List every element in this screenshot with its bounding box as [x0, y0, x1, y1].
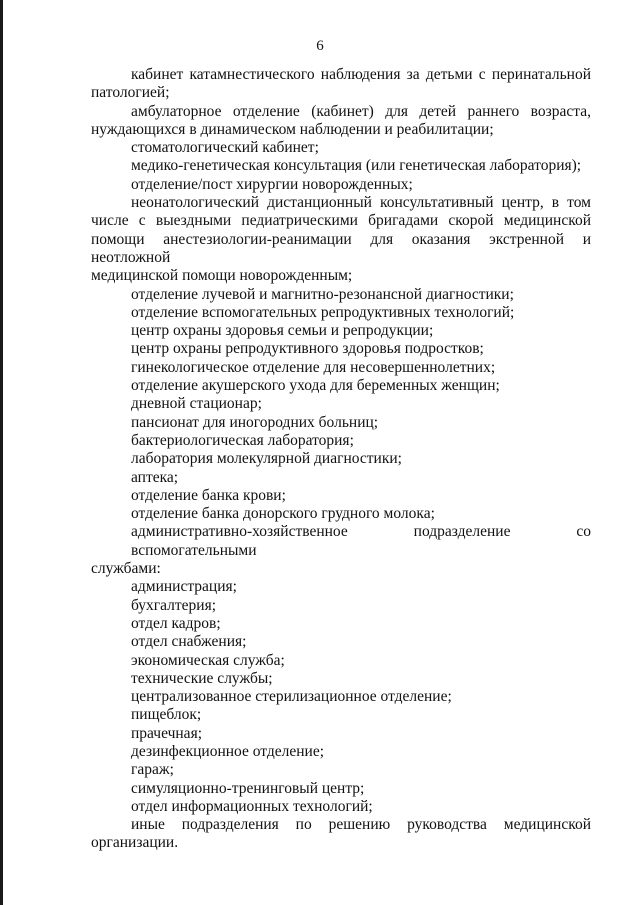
text-line: центр охраны репродуктивного здоровья подростков;: [131, 340, 484, 358]
text-line: лаборатория молекулярной диагностики;: [131, 450, 402, 468]
text-line: технические службы;: [131, 669, 273, 687]
text-line: дезинфекционное отделение;: [131, 742, 325, 760]
text-line: отделение банка донорского грудного молока;: [131, 505, 435, 523]
text-line: патологией;: [91, 84, 170, 102]
text-line: пищеблок;: [131, 706, 202, 724]
text-line: централизованное стерилизационное отделение;: [131, 688, 452, 706]
text-line: аптека;: [131, 468, 179, 486]
text-line: пансионат для иногородних больниц;: [131, 413, 379, 431]
text-line: отделение/пост хирургии новорожденных;: [131, 175, 413, 193]
text-line: отделение вспомогательных репродуктивных технологий;: [131, 303, 515, 321]
text-line: бактериологическая лаборатория;: [131, 431, 354, 449]
text-line: кабинет катамнестического наблюдения за детьми с перинатальной: [131, 66, 591, 83]
text-line: гараж;: [131, 761, 174, 779]
text-line: помощи анестезиологии-реанимации для оказания экстренной и неотложной: [91, 230, 591, 266]
text-line: отделение акушерского ухода для беременных женщин;: [131, 377, 500, 395]
text-line: отдел кадров;: [131, 614, 221, 632]
text-line: отделение банка крови;: [131, 486, 286, 504]
text-line: отдел информационных технологий;: [131, 797, 373, 815]
text-line: прачечная;: [131, 724, 202, 742]
text-line: неонатологический дистанционный консультативный центр, в том: [131, 194, 591, 212]
text-line: медико-генетическая консультация (или генетическая лаборатория);: [131, 157, 582, 175]
text-line: амбулаторное отделение (кабинет) для детей раннего возраста,: [131, 102, 591, 120]
text-line: центр охраны здоровья семьи и репродукции;: [131, 322, 434, 340]
text-line: нуждающихся в динамическом наблюдении и реабилитации;: [91, 120, 494, 138]
text-line: отдел снабжения;: [131, 633, 247, 651]
text-line: отделение лучевой и магнитно-резонансной диагностики;: [131, 285, 514, 303]
text-line: гинекологическое отделение для несовершеннолетних;: [131, 358, 496, 376]
scan-edge: [0, 0, 3, 905]
text-line: организации.: [91, 834, 179, 852]
text-line: бухгалтерия;: [131, 596, 217, 614]
text-line: иные подразделения по решению руководства медицинской: [131, 816, 591, 834]
text-line: дневной стационар;: [131, 395, 262, 413]
text-line: администрация;: [131, 578, 237, 596]
text-line: медицинской помощи новорожденным;: [91, 267, 353, 285]
text-line: административно-хозяйственное подразделение со вспомогательными: [131, 523, 591, 559]
text-line: симуляционно-тренинговый центр;: [131, 779, 365, 797]
document-body: [91, 66, 591, 853]
text-line: службами:: [91, 560, 161, 578]
page-number: 6: [316, 38, 324, 54]
text-line: экономическая служба;: [131, 651, 285, 669]
text-line: стоматологический кабинет;: [131, 139, 319, 157]
text-line: числе с выездными педиатрическими бригадами скорой медицинской: [91, 212, 591, 230]
